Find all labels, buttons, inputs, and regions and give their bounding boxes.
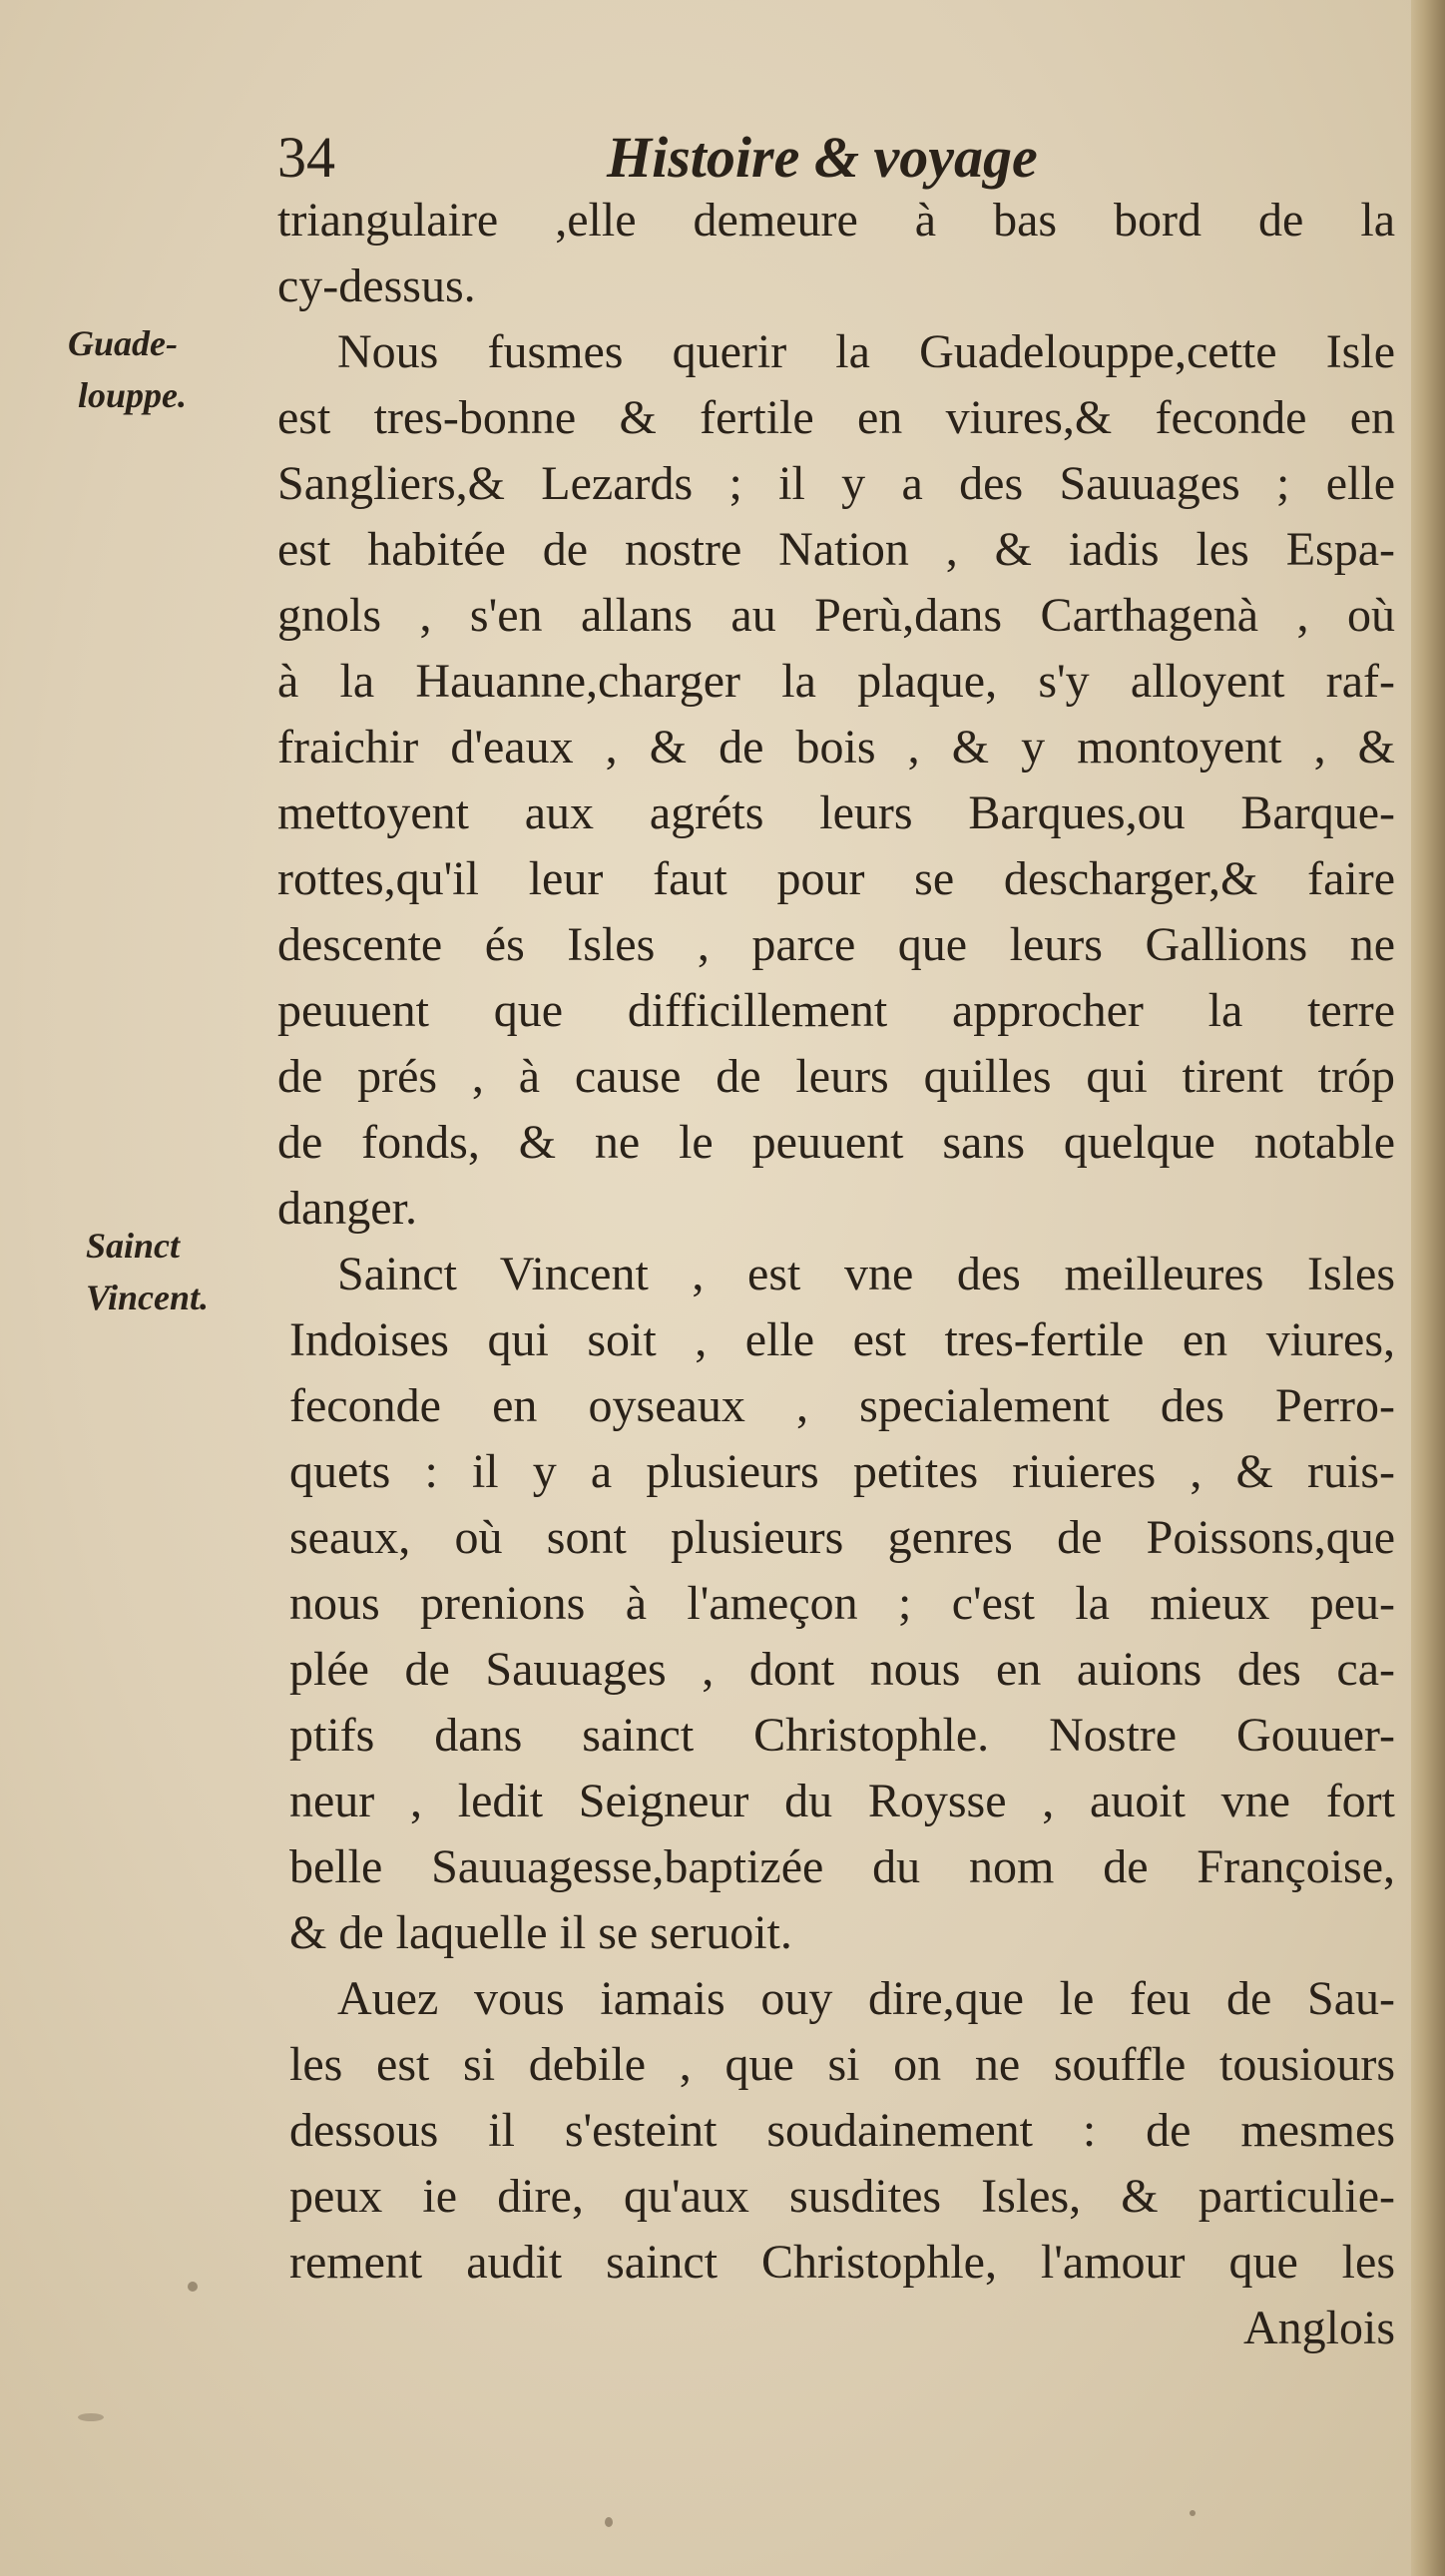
text-line: cy-dessus. [277,259,476,312]
margin-note-line: louppe. [78,375,188,415]
text-line: fraichir d'eaux , & de bois , & y montoyent , & [277,721,1395,773]
text-line: de fonds, & ne le peuuent sans quelque notable [277,1116,1395,1169]
text-line: neur , ledit Seigneur du Roysse , auoit vne fort [289,1775,1395,1827]
text-line: les est si debile , que si on ne souffle tousiours [289,2038,1395,2091]
text-line: rottes,qu'il leur faut pour se descharger,& faire [277,852,1395,905]
margin-note-guadelouppe [68,317,247,421]
text-line: gnols , s'en allans au Perù,dans Carthagenà , où [277,589,1395,642]
text-line: à la Hauanne,charger la plaque, s'y alloyent raf- [277,655,1395,708]
text-line: feconde en oyseaux , specialement des Perro- [289,1379,1395,1432]
text-line: dessous il s'esteint soudainement : de mesmes [289,2104,1395,2157]
text-line: danger. [277,1182,417,1235]
margin-note-line: Vincent. [86,1278,210,1317]
text-line: nous prenions à l'ameçon ; c'est la mieux peu- [289,1577,1395,1630]
body-text [277,188,1395,2361]
text-line: peux ie dire, qu'aux susdites Isles, & particulie- [289,2170,1395,2223]
ink-spot [78,2413,104,2421]
text-line: Nous fusmes querir la Guadelouppe,cette Isle [337,325,1395,378]
text-line: peuuent que difficillement approcher la terre [277,984,1395,1037]
margin-note-sainct-vincent [68,1220,247,1323]
text-line: Indoises qui soit , elle est tres-fertile en viures, [289,1313,1395,1366]
catchword: Anglois [1242,2302,1395,2354]
text-line: mettoyent aux agréts leurs Barques,ou Barque- [277,786,1395,839]
text-line: quets : il y a plusieurs petites riuieres , & ruis- [289,1445,1395,1498]
text-line: plée de Sauuages , dont nous en auions des ca- [289,1643,1395,1696]
text-line: est tres-bonne & fertile en viures,& feconde en [277,391,1395,444]
ink-spot [1190,2510,1196,2516]
margin-note-line: Guade- [68,323,178,363]
text-line: belle Sauuagesse,baptizée du nom de Françoise, [289,1840,1395,1893]
text-line: Auez vous iamais ouy dire,que le feu de Sau- [337,1972,1395,2025]
page-number: 34 [277,125,335,190]
text-line: est habitée de nostre Nation , & iadis les Espa- [277,523,1395,576]
text-line: triangulaire ,elle demeure à bas bord de la [277,194,1395,247]
text-line: Sainct Vincent , est vne des meilleures Isles [337,1248,1395,1300]
text-line: seaux, où sont plusieurs genres de Poissons,que [289,1511,1395,1564]
text-line: Sangliers,& Lezards ; il y a des Sauuages ; elle [277,457,1395,510]
text-line: & de laquelle il se seruoit. [289,1906,792,1959]
running-title: Histoire & voyage [607,125,1038,190]
ink-spot [188,2282,198,2292]
text-line: descente és Isles , parce que leurs Gallions ne [277,918,1395,971]
text-line: ptifs dans sainct Christophle. Nostre Gouuer- [289,1709,1395,1762]
text-line: rement audit sainct Christophle, l'amour que les [289,2236,1395,2289]
page-edge [1411,0,1445,2576]
ink-spot [605,2517,613,2527]
page-header [277,118,1395,198]
margin-note-line: Sainct [86,1226,181,1266]
text-line: de prés , à cause de leurs quilles qui tirent tróp [277,1050,1395,1103]
